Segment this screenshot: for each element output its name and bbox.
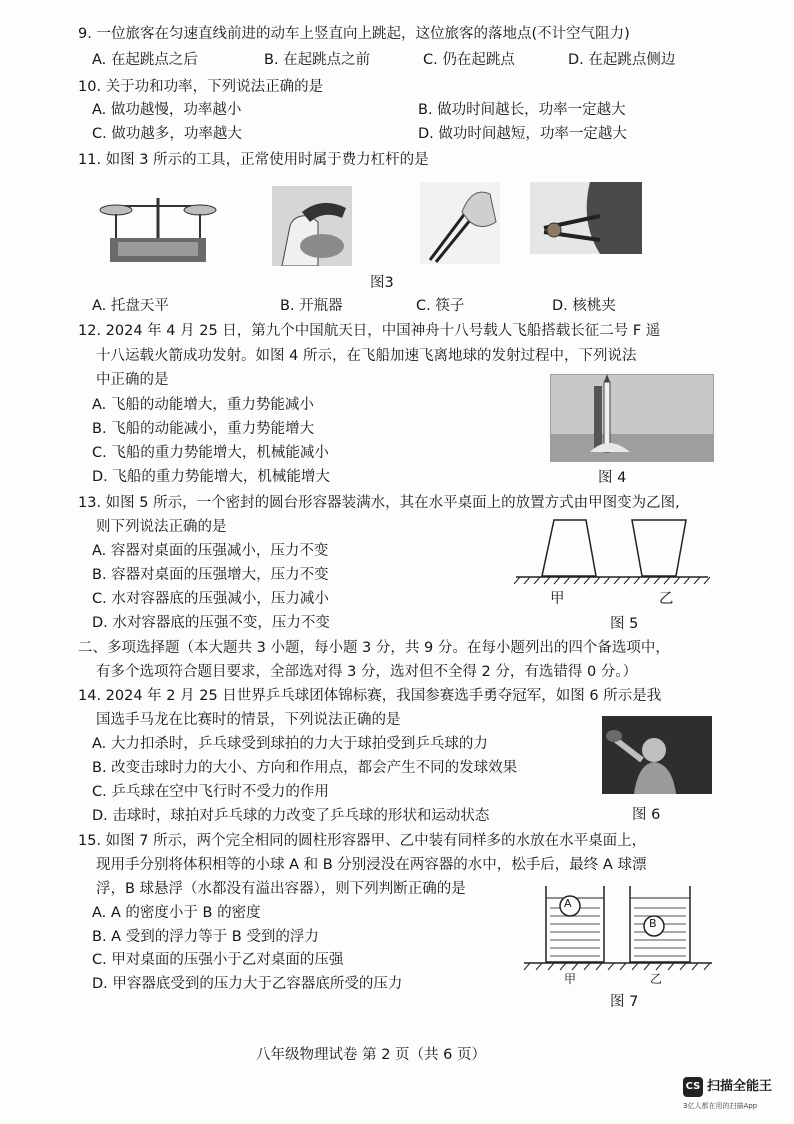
camscanner-logo: CS: [683, 1077, 703, 1097]
q9-option-b: B. 在起跳点之前: [264, 52, 371, 68]
rocket-launch-photo: [550, 374, 714, 462]
ball-a-label: A: [564, 897, 572, 910]
q10-option-c: C. 做功越多，功率越大: [92, 126, 242, 142]
q10-option-b: B. 做功时间越长，功率一定越大: [418, 102, 626, 118]
page-footer: 八年级物理试卷 第 2 页（共 6 页）: [256, 1047, 486, 1063]
q15-line-3: 浮，B 球悬浮（水都没有溢出容器），则下列判断正确的是: [96, 881, 466, 897]
q9-option-c: C. 仍在起跳点: [423, 52, 515, 68]
q11-option-b: B. 开瓶器: [280, 298, 343, 314]
q11-option-c: C. 筷子: [416, 298, 465, 314]
q12-option-d: D. 飞船的重力势能增大，机械能增大: [92, 469, 330, 485]
figure-7-label-yi: 乙: [650, 972, 663, 986]
q14-option-a: A. 大力扣杀时，乒乓球受到球拍的力大于球拍受到乒乓球的力: [92, 736, 488, 752]
container-yi: [630, 886, 690, 962]
q10-stem: 10. 关于功和功率，下列说法正确的是: [78, 79, 324, 95]
q11-stem: 11. 如图 3 所示的工具，正常使用时属于费力杠杆的是: [78, 152, 429, 168]
q12-option-c: C. 飞船的重力势能增大，机械能减小: [92, 445, 329, 461]
q9-option-a: A. 在起跳点之后: [92, 52, 198, 68]
camscanner-name: 扫描全能王: [707, 1079, 773, 1094]
q14-line-2: 国选手马龙在比赛时的情景，下列说法正确的是: [96, 712, 401, 728]
nutcracker-image: [530, 182, 642, 254]
figure-7-label-jia: 甲: [564, 972, 577, 986]
container-jia: [546, 886, 604, 962]
q13-option-b: B. 容器对桌面的压强增大，压力不变: [92, 567, 329, 583]
q12-line-3: 中正确的是: [96, 372, 169, 388]
q12-line-1: 12. 2024 年 4 月 25 日，第九个中国航天日，中国神舟十八号载人飞船搭载长征二号 F 遥: [78, 323, 661, 339]
q14-line-1: 14. 2024 年 2 月 25 日世界乒乓球团体锦标赛，我国参赛选手勇夺冠军，如图 6 所示是我: [78, 688, 662, 704]
balance-scale-image: [96, 188, 220, 268]
q10-option-a: A. 做功越慢，功率越小: [92, 102, 242, 118]
q13-option-d: D. 水对容器底的压强不变，压力不变: [92, 615, 330, 631]
q13-option-c: C. 水对容器底的压强减小，压力减小: [92, 591, 329, 607]
cylinder-containers-diagram: [520, 884, 716, 974]
ball-b-label: B: [649, 917, 657, 930]
q9-stem: 9. 一位旅客在匀速直线前进的动车上竖直向上跳起，这位旅客的落地点(不计空气阻力): [78, 26, 630, 42]
section-2-heading: 二、多项选择题（本大题共 3 小题，每小题 3 分，共 9 分。在每小题列出的四个备选项中，: [78, 640, 670, 656]
q12-option-a: A. 飞船的动能增大，重力势能减小: [92, 397, 314, 413]
figure-5-label-yi: 乙: [659, 591, 674, 607]
q11-option-d: D. 核桃夹: [552, 298, 616, 314]
q11-option-a: A. 托盘天平: [92, 298, 169, 314]
q15-line-1: 15. 如图 7 所示，两个完全相同的圆柱形容器甲、乙中装有同样多的水放在水平桌面上，: [78, 833, 647, 849]
q12-line-2: 十八运载火箭成功发射。如图 4 所示，在飞船加速飞离地球的发射过程中，下列说法: [96, 348, 637, 364]
q12-option-b: B. 飞船的动能减小，重力势能增大: [92, 421, 315, 437]
q13-option-a: A. 容器对桌面的压强减小，压力不变: [92, 543, 329, 559]
q15-option-d: D. 甲容器底受到的压力大于乙容器底所受的压力: [92, 976, 403, 992]
figure-3-caption: 图3: [370, 275, 394, 291]
frustum-containers-diagram: [512, 516, 712, 588]
q9-option-d: D. 在起跳点侧边: [568, 52, 676, 68]
q14-option-d: D. 击球时，球拍对乒乓球的力改变了乒乓球的形状和运动状态: [92, 808, 490, 824]
q15-option-c: C. 甲对桌面的压强小于乙对桌面的压强: [92, 952, 344, 968]
q15-option-b: B. A 受到的浮力等于 B 受到的浮力: [92, 929, 319, 945]
figure-5-label-jia: 甲: [550, 591, 565, 607]
section-2-instructions: 有多个选项符合题目要求，全部选对得 3 分，选对但不全得 2 分，有选错得 0 分。）: [96, 664, 638, 680]
q13-line-1: 13. 如图 5 所示，一个密封的圆台形容器装满水，其在水平桌面上的放置方式由甲图变为乙图,: [78, 495, 680, 511]
figure-4-caption: 图 4: [598, 470, 627, 486]
q10-option-d: D. 做功时间越短，功率一定越大: [418, 126, 627, 142]
q15-option-a: A. A 的密度小于 B 的密度: [92, 905, 261, 921]
q13-line-2: 则下列说法正确的是: [96, 519, 227, 535]
q14-option-c: C. 乒乓球在空中飞行时不受力的作用: [92, 784, 329, 800]
figure-6-caption: 图 6: [632, 807, 661, 823]
figure-5-caption: 图 5: [610, 616, 639, 632]
figure-7-caption: 图 7: [610, 994, 639, 1010]
table-tennis-player-photo: [602, 716, 712, 794]
q15-line-2: 现用手分别将体积相等的小球 A 和 B 分别浸没在两容器的水中，松手后，最终 A 球漂: [96, 857, 647, 873]
chopsticks-image: [420, 182, 500, 264]
camscanner-tagline: 3亿人都在用的扫描App: [683, 1102, 758, 1110]
bottle-opener-image: [272, 186, 352, 266]
q14-option-b: B. 改变击球时力的大小、方向和作用点，都会产生不同的发球效果: [92, 760, 518, 776]
